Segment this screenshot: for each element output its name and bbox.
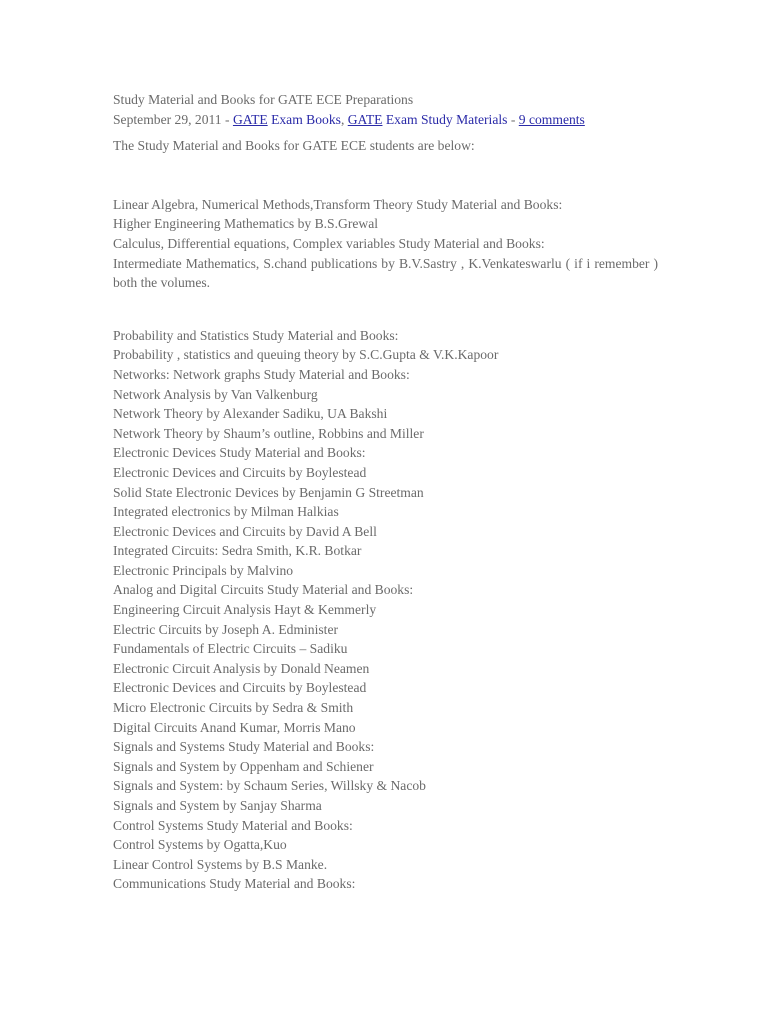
list-item: Electronic Devices and Circuits by Boylestead: [113, 680, 367, 696]
list-item: Control Systems Study Material and Books:: [113, 817, 353, 833]
list-item: Integrated Circuits: Sedra Smith, K.R. Botkar: [113, 543, 362, 559]
text-paragraph: Intermediate Mathematics, S.chand publications by B.V.Sastry , K.Venkateswarlu ( if i remember ) both the volumes.: [113, 255, 658, 291]
section-mathematics: [113, 195, 658, 293]
meta-comma: ,: [340, 111, 348, 127]
list-item: Network Theory by Alexander Sadiku, UA Bakshi: [113, 406, 388, 422]
list-item: Signals and Systems Study Material and Books:: [113, 739, 375, 755]
comments-link[interactable]: 9 comments: [518, 111, 585, 127]
post-intro: The Study Material and Books for GATE ECE students are below:: [113, 138, 475, 154]
list-item: Probability , statistics and queuing theory by S.C.Gupta & V.K.Kapoor: [113, 347, 499, 363]
list-item: Communications Study Material and Books:: [113, 876, 356, 892]
post-meta: [113, 110, 658, 130]
list-item: Electronic Devices and Circuits by Boylestead: [113, 464, 367, 480]
list-item: Solid State Electronic Devices by Benjamin G Streetman: [113, 484, 424, 500]
list-item: Network Analysis by Van Valkenburg: [113, 386, 318, 402]
list-item: Signals and System: by Schaum Series, Willsky & Nacob: [113, 778, 426, 794]
label-link-gate-2[interactable]: GATE: [347, 111, 383, 127]
text-line: Linear Algebra, Numerical Methods,Transform Theory Study Material and Books:: [113, 196, 563, 212]
label-link-exam-study-materials[interactable]: Exam Study Materials: [382, 111, 508, 127]
list-item: Control Systems by Ogatta,Kuo: [113, 837, 287, 853]
list-item: Linear Control Systems by B.S Manke.: [113, 856, 328, 872]
post-date: September 29, 2011: [113, 111, 222, 127]
meta-separator-2: -: [507, 111, 519, 127]
list-item: Analog and Digital Circuits Study Material and Books:: [113, 582, 414, 598]
label-link-gate[interactable]: GATE: [232, 111, 268, 127]
list-item: Network Theory by Shaum’s outline, Robbins and Miller: [113, 425, 424, 441]
list-item: Probability and Statistics Study Material and Books:: [113, 327, 399, 343]
post-title: Study Material and Books for GATE ECE Preparations: [113, 92, 414, 107]
meta-separator: -: [221, 111, 233, 127]
list-item: Engineering Circuit Analysis Hayt & Kemmerly: [113, 602, 377, 618]
list-item: Electronic Devices and Circuits by David A Bell: [113, 523, 377, 539]
list-item: Fundamentals of Electric Circuits – Sadiku: [113, 641, 348, 657]
list-item: Electronic Devices Study Material and Books:: [113, 445, 366, 461]
list-item: Micro Electronic Circuits by Sedra & Smith: [113, 700, 354, 716]
text-line: Calculus, Differential equations, Complex variables Study Material and Books:: [113, 235, 545, 251]
list-item: Electric Circuits by Joseph A. Edminister: [113, 621, 339, 637]
list-item: Electronic Principals by Malvino: [113, 562, 294, 578]
list-item: Signals and System by Sanjay Sharma: [113, 798, 322, 813]
list-item: Integrated electronics by Milman Halkias: [113, 504, 339, 520]
label-link-exam-books[interactable]: Exam Books: [267, 111, 341, 127]
section-book-list: [113, 326, 658, 894]
text-line: Higher Engineering Mathematics by B.S.Grewal: [113, 216, 379, 232]
list-item: Digital Circuits Anand Kumar, Morris Mano: [113, 719, 356, 735]
list-item: Electronic Circuit Analysis by Donald Neamen: [113, 660, 370, 676]
document-page: [113, 90, 658, 894]
list-item: Networks: Network graphs Study Material and Books:: [113, 366, 410, 382]
list-item: Signals and System by Oppenham and Schiener: [113, 758, 374, 774]
